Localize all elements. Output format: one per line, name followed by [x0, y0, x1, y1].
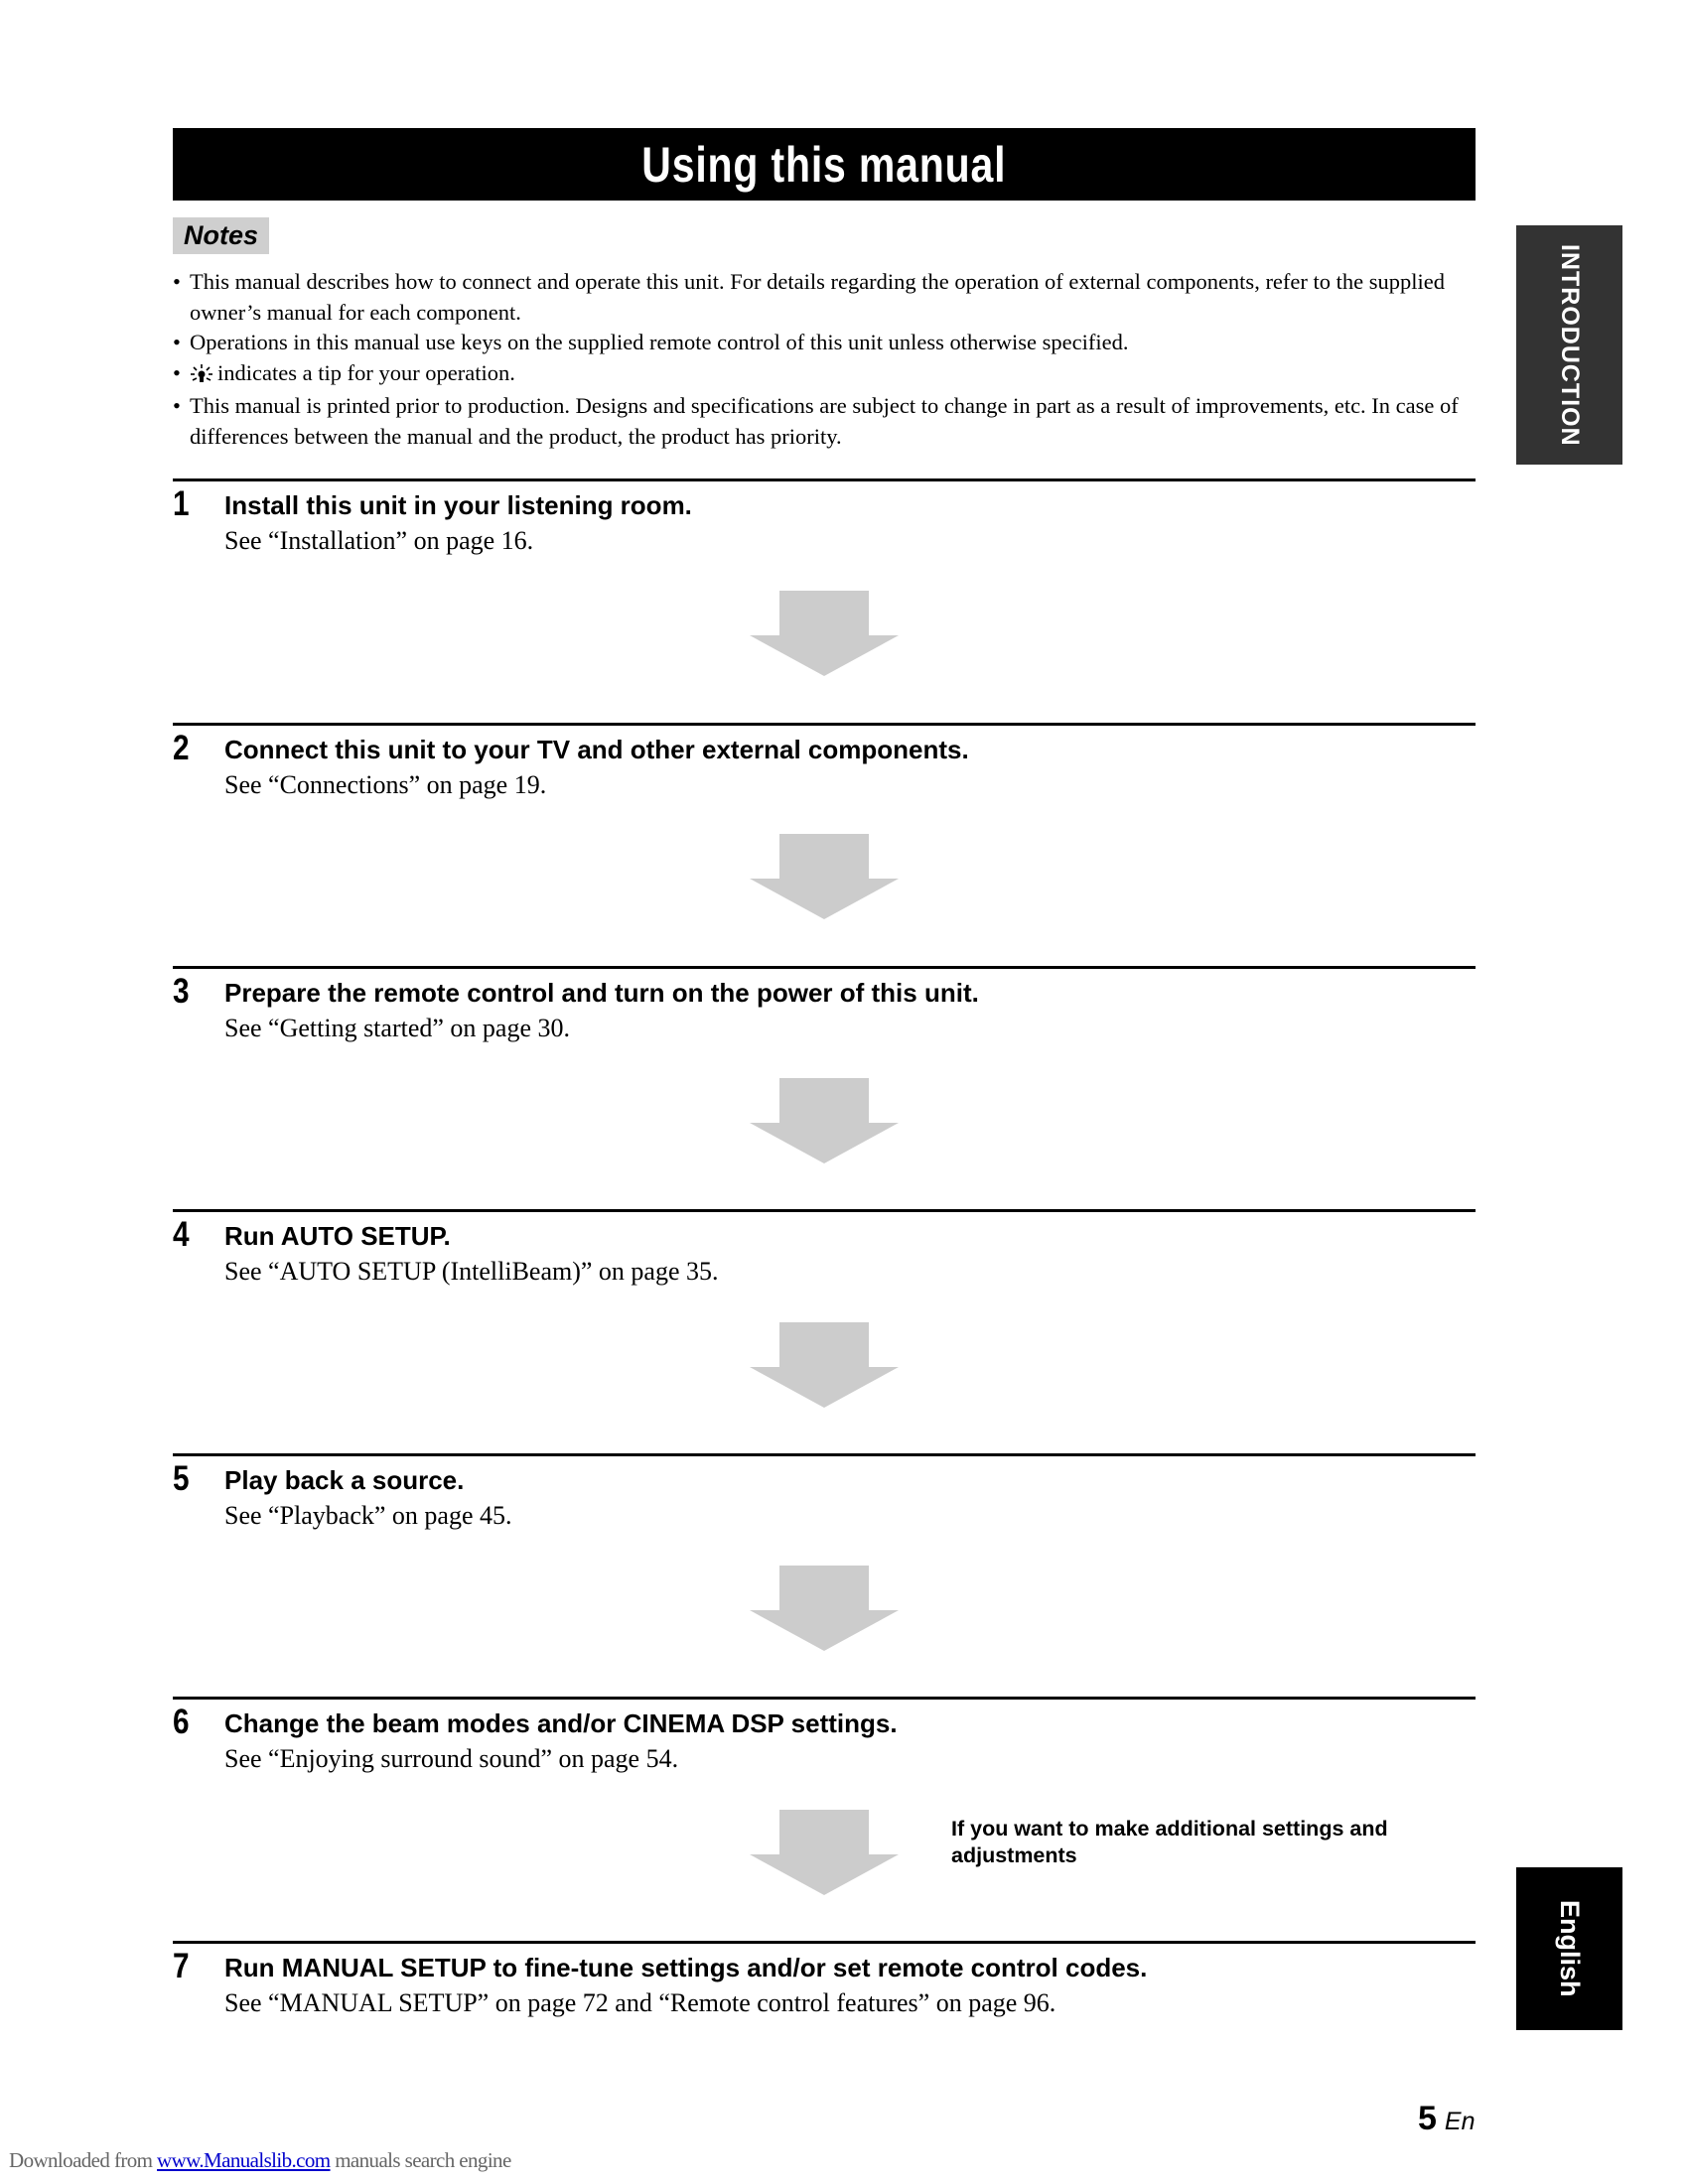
step-number: 2 [173, 729, 190, 767]
down-arrow-icon [750, 834, 899, 919]
step-title: Connect this unit to your TV and other external components. [224, 735, 969, 764]
step-reference: See “Playback” on page 45. [224, 1501, 512, 1530]
step-4 [173, 1209, 1476, 1290]
step-title: Run AUTO SETUP. [224, 1221, 451, 1251]
step-5 [173, 1453, 1476, 1534]
step-title: Change the beam modes and/or CINEMA DSP settings. [224, 1708, 898, 1738]
tip-light-icon [190, 361, 213, 392]
footer-suffix: manuals search engine [335, 2148, 511, 2172]
note-item: • Operations in this manual use keys on the supplied remote control of this unit unless otherwise specified. [173, 328, 1476, 358]
step-number: 3 [173, 972, 190, 1011]
note-item: • This manual describes how to connect and operate this unit. For details regarding the operation of external components, refer to the supplied owner’s manual for each component. [173, 267, 1476, 328]
step-title: Prepare the remote control and turn on the power of this unit. [224, 978, 979, 1008]
step-1 [173, 478, 1476, 559]
step-reference: See “MANUAL SETUP” on page 72 and “Remote control features” on page 96. [224, 1988, 1056, 2017]
down-arrow-icon [750, 1078, 899, 1163]
step-3 [173, 966, 1476, 1046]
download-footer [9, 2148, 511, 2173]
step-2 [173, 723, 1476, 803]
step-number: 7 [173, 1947, 190, 1985]
additional-settings-note: If you want to make additional settings and adjustments [951, 1817, 1388, 1867]
section-tab-label: INTRODUCTION [1556, 243, 1584, 447]
page-language: En [1444, 2108, 1476, 2135]
page-title: Using this manual [641, 136, 1007, 193]
step-reference: See “AUTO SETUP (IntelliBeam)” on page 35. [224, 1257, 719, 1286]
step-7 [173, 1941, 1476, 2021]
language-tab-english [1516, 1867, 1622, 2030]
down-arrow-icon [750, 591, 899, 676]
footer-prefix: Downloaded from [9, 2148, 153, 2172]
step-reference: See “Connections” on page 19. [224, 770, 547, 799]
step-reference: See “Enjoying surround sound” on page 54. [224, 1744, 679, 1773]
footer-link[interactable]: www.Manualslib.com [157, 2148, 331, 2172]
down-arrow-icon [750, 1322, 899, 1408]
page-number-value: 5 [1418, 2100, 1437, 2137]
step-number: 4 [173, 1215, 190, 1254]
step-title: Install this unit in your listening room. [224, 490, 692, 520]
note-item [173, 358, 1476, 392]
step-number: 6 [173, 1703, 190, 1741]
notes-label: Notes [173, 217, 269, 254]
language-tab-label: English [1555, 1900, 1585, 1997]
step-reference: See “Getting started” on page 30. [224, 1014, 570, 1042]
step-title: Play back a source. [224, 1465, 465, 1495]
page-title-bar [173, 128, 1476, 201]
down-arrow-icon [750, 1810, 899, 1895]
step-reference: See “Installation” on page 16. [224, 526, 534, 555]
step-title: Run MANUAL SETUP to fine-tune settings and/or set remote control codes. [224, 1953, 1148, 1982]
page-number [1418, 2100, 1476, 2138]
step-number: 5 [173, 1459, 190, 1498]
step-6 [173, 1697, 1476, 1777]
note-item: • This manual is printed prior to production. Designs and specifications are subject to change in part as a result of improvements, etc. In case of differences between the manual and the product, the product has priority. [173, 391, 1476, 452]
section-tab-introduction [1516, 225, 1622, 465]
down-arrow-icon [750, 1566, 899, 1651]
notes-list [173, 267, 1476, 452]
step-number: 1 [173, 484, 190, 523]
note-tip-text: indicates a tip for your operation. [217, 359, 515, 385]
